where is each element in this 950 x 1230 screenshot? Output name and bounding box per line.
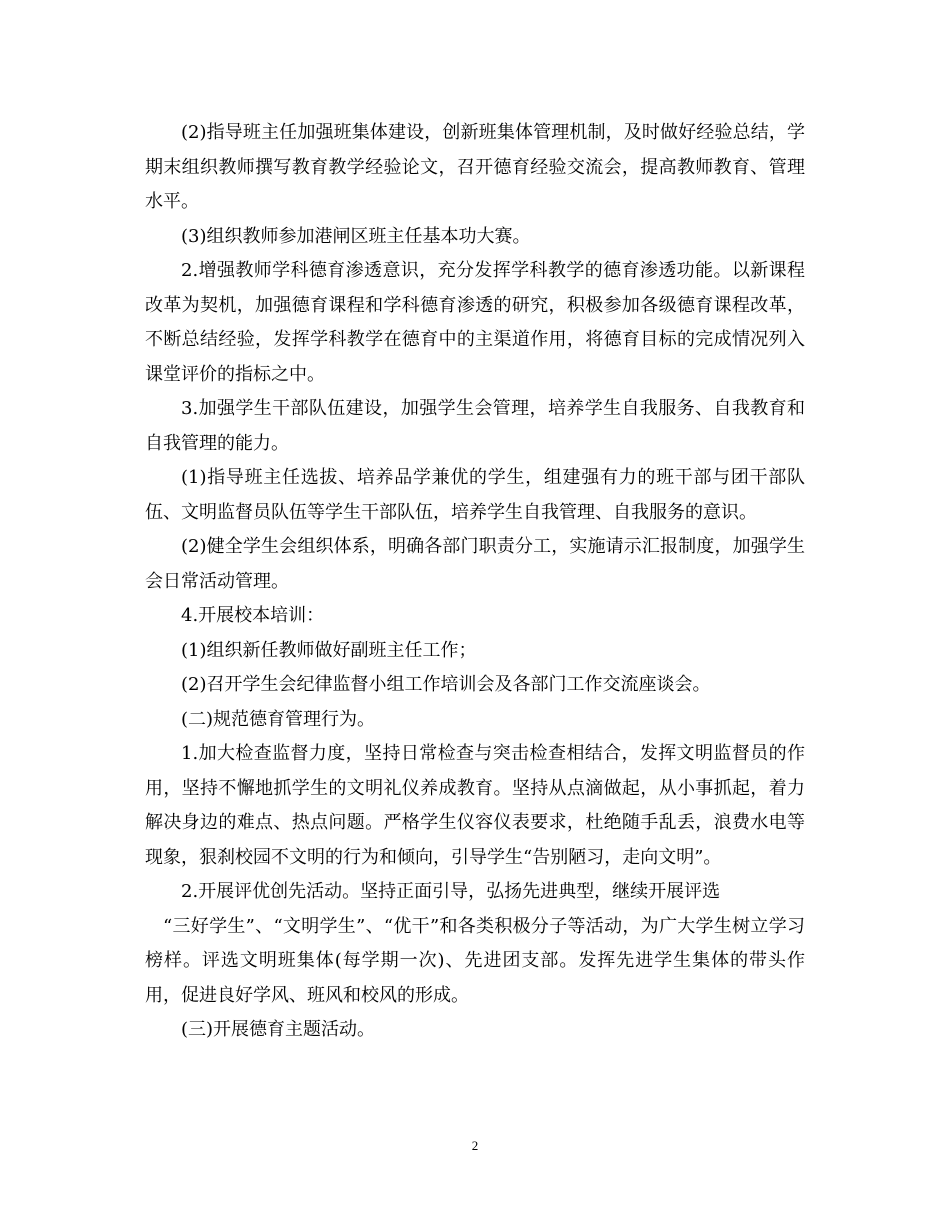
paragraph: 1.加大检查监督力度，坚持日常检查与突击检查相结合，发挥文明监督员的作用，坚持不懈地抓学生的文明礼仪养成教育。坚持从点滴做起，从小事抓起，着力解决身边的难点、热点问题。严格学生仪容仪表要求，杜绝随手乱丢，浪费水电等现象，狠刹校园不文明的行为和倾向，引导学生“告别陋习，走向文明”。 bbox=[145, 743, 805, 868]
paragraph: (3)组织教师参加港闸区班主任基本功大赛。 bbox=[181, 225, 531, 247]
page-number: 2 bbox=[471, 1138, 479, 1153]
paragraph: (二)规范德育管理行为。 bbox=[181, 708, 376, 730]
paragraph: (2)健全学生会组织体系，明确各部门职责分工，实施请示汇报制度，加强学生会日常活动管理。 bbox=[145, 536, 805, 592]
document-body bbox=[145, 116, 805, 1048]
paragraph: (三)开展德育主题活动。 bbox=[181, 1019, 376, 1040]
paragraph: 3.加强学生干部队伍建设，加强学生会管理，培养学生自我服务、自我教育和自我管理的能力。 bbox=[145, 398, 805, 454]
paragraph: 2.开展评优创先活动。坚持正面引导，弘扬先进典型，继续开展评选 bbox=[181, 881, 721, 902]
paragraph: 4.开展校本培训： bbox=[181, 605, 325, 626]
paragraph: 2.增强教师学科德育渗透意识，充分发挥学科教学的德育渗透功能。以新课程改革为契机，加强德育课程和学科德育渗透的研究，积极参加各级德育课程改革，不断总结经验，发挥学科教学在德育中的主渠道作用，将德育目标的完成情况列入课堂评价的指标之中。 bbox=[145, 260, 805, 385]
paragraph: (2)指导班主任加强班集体建设，创新班集体管理机制，及时做好经验总结，学期末组织教师撰写教育教学经验论文，召开德育经验交流会，提高教师教育、管理水平。 bbox=[145, 122, 805, 212]
paragraph: “三好学生”、“文明学生”、“优干”和各类积极分子等活动，为广大学生树立学习榜样。评选文明班集体(每学期一次)、先进团支部。发挥先进学生集体的带头作用，促进良好学风、班风和校风的形成。 bbox=[145, 915, 805, 1006]
paragraph: (1)指导班主任选拔、培养品学兼优的学生，组建强有力的班干部与团干部队伍、文明监督员队伍等学生干部队伍，培养学生自我管理、自我服务的意识。 bbox=[145, 467, 805, 523]
paragraph: (2)召开学生会纪律监督小组工作培训会及各部门工作交流座谈会。 bbox=[181, 674, 711, 695]
paragraph: (1)组织新任教师做好副班主任工作； bbox=[181, 639, 477, 661]
